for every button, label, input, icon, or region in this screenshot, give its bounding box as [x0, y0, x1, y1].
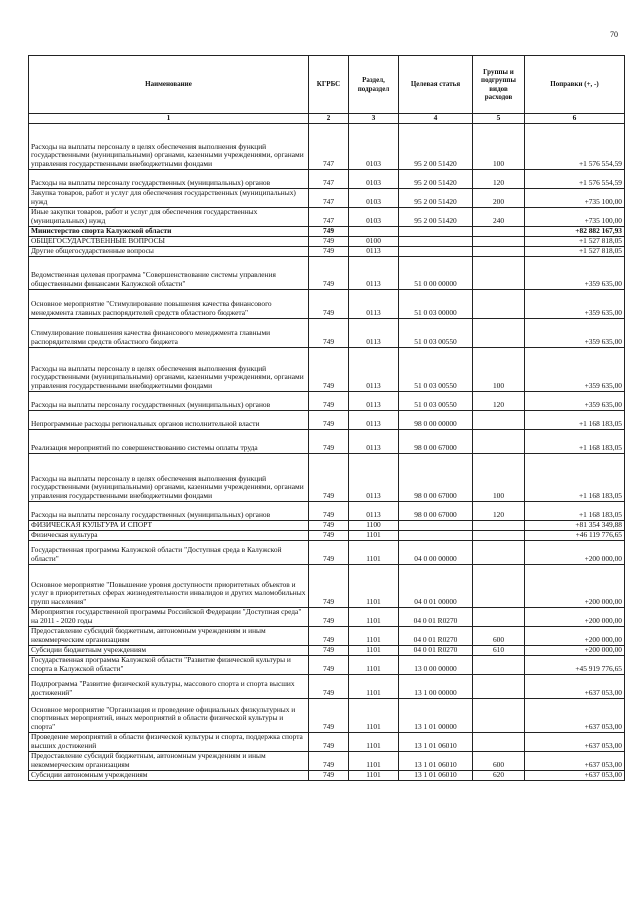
row-amount: +637 053,00: [525, 751, 625, 770]
row-section: 1101: [349, 626, 399, 645]
table-row: [29, 732, 625, 751]
row-expense-group: [473, 289, 525, 318]
row-section: 0113: [349, 501, 399, 520]
row-name: Расходы на выплаты персоналу в целях обеспечения выполнения функций государственными (муниципальными) органами, казенными учреждениями, органами управления государственными внебюджетными фондами: [29, 123, 309, 169]
row-kgrbs: 749: [309, 645, 349, 655]
row-expense-group: 600: [473, 626, 525, 645]
row-expense-group: 100: [473, 347, 525, 391]
row-kgrbs: 749: [309, 429, 349, 453]
header-target-article: Целевая статья: [399, 56, 473, 114]
row-section: 1101: [349, 607, 399, 626]
row-kgrbs: 747: [309, 207, 349, 226]
row-name: Иные закупки товаров, работ и услуг для обеспечения государственных (муниципальных) нужд: [29, 207, 309, 226]
row-target-article: [399, 530, 473, 540]
row-name: Основное мероприятие "Повышение уровня доступности приоритетных объектов и услуг в приоритетных сферах жизнедеятельности инвалидов и других маломобильных групп населения": [29, 564, 309, 607]
row-amount: +637 053,00: [525, 732, 625, 751]
row-target-article: 95 2 00 51420: [399, 188, 473, 207]
row-name: Подпрограмма "Развитие физической культуры, массового спорта и спорта высших достижений": [29, 674, 309, 698]
row-kgrbs: 747: [309, 123, 349, 169]
row-section: 0113: [349, 410, 399, 429]
row-amount: +637 053,00: [525, 674, 625, 698]
row-section: 1101: [349, 540, 399, 564]
row-section: 0113: [349, 318, 399, 347]
row-name: Государственная программа Калужской области "Развитие физической культуры и спорта в Калужской области": [29, 655, 309, 674]
row-kgrbs: 749: [309, 256, 349, 289]
row-kgrbs: 749: [309, 626, 349, 645]
table-row: [29, 626, 625, 645]
table-row: [29, 770, 625, 780]
table-row: [29, 289, 625, 318]
table-row: [29, 169, 625, 188]
row-target-article: 51 0 03 00000: [399, 289, 473, 318]
row-kgrbs: 749: [309, 674, 349, 698]
row-target-article: [399, 226, 473, 236]
row-kgrbs: 749: [309, 318, 349, 347]
header-section: Раздел, подраздел: [349, 56, 399, 114]
row-name: Предоставление субсидий бюджетным, автономным учреждениям и иным некоммерческим организациям: [29, 626, 309, 645]
row-amount: +1 168 183,05: [525, 453, 625, 501]
row-kgrbs: 749: [309, 530, 349, 540]
table-header-row: [29, 56, 625, 114]
row-target-article: 04 0 01 R0270: [399, 626, 473, 645]
row-target-article: 04 0 01 R0270: [399, 645, 473, 655]
table-row: [29, 655, 625, 674]
row-amount: +1 527 818,05: [525, 236, 625, 246]
budget-amendments-table: [28, 55, 625, 781]
row-expense-group: 600: [473, 751, 525, 770]
table-row: [29, 188, 625, 207]
row-expense-group: [473, 540, 525, 564]
row-target-article: [399, 520, 473, 530]
row-expense-group: 200: [473, 188, 525, 207]
table-row: [29, 698, 625, 732]
row-kgrbs: 749: [309, 655, 349, 674]
row-section: 1101: [349, 770, 399, 780]
row-section: 0103: [349, 207, 399, 226]
row-section: [349, 226, 399, 236]
row-expense-group: 120: [473, 501, 525, 520]
table-row: [29, 751, 625, 770]
row-kgrbs: 749: [309, 540, 349, 564]
row-section: 0113: [349, 256, 399, 289]
row-amount: +637 053,00: [525, 770, 625, 780]
column-number: 3: [349, 114, 399, 124]
table-row: [29, 520, 625, 530]
table-row: [29, 410, 625, 429]
row-name: Предоставление субсидий бюджетным, автономным учреждениям и иным некоммерческим организациям: [29, 751, 309, 770]
row-section: 0103: [349, 169, 399, 188]
row-target-article: 98 0 00 67000: [399, 453, 473, 501]
row-kgrbs: 747: [309, 169, 349, 188]
row-expense-group: [473, 226, 525, 236]
row-name: Проведение мероприятий в области физической культуры и спорта, поддержка спорта высших достижений: [29, 732, 309, 751]
row-amount: +359 635,00: [525, 391, 625, 410]
row-kgrbs: 749: [309, 564, 349, 607]
header-amendments: Поправки (+, -): [525, 56, 625, 114]
table-row: [29, 347, 625, 391]
table-row: [29, 123, 625, 169]
row-expense-group: 120: [473, 169, 525, 188]
row-name: Государственная программа Калужской области "Доступная среда в Калужской области": [29, 540, 309, 564]
row-kgrbs: 749: [309, 520, 349, 530]
row-kgrbs: 747: [309, 188, 349, 207]
row-target-article: 13 0 00 00000: [399, 655, 473, 674]
row-name: Субсидии автономным учреждениям: [29, 770, 309, 780]
row-kgrbs: 749: [309, 391, 349, 410]
row-amount: +359 635,00: [525, 318, 625, 347]
row-expense-group: [473, 318, 525, 347]
row-section: 1101: [349, 564, 399, 607]
row-expense-group: [473, 698, 525, 732]
row-amount: +45 919 776,65: [525, 655, 625, 674]
row-section: 1101: [349, 655, 399, 674]
row-target-article: 04 0 00 00000: [399, 540, 473, 564]
row-amount: +1 527 818,05: [525, 246, 625, 256]
table-row: [29, 256, 625, 289]
row-target-article: 95 2 00 51420: [399, 169, 473, 188]
row-kgrbs: 749: [309, 732, 349, 751]
row-name: Закупка товаров, работ и услуг для обеспечения государственных (муниципальных) нужд: [29, 188, 309, 207]
row-kgrbs: 749: [309, 289, 349, 318]
row-amount: +359 635,00: [525, 256, 625, 289]
row-section: 1101: [349, 530, 399, 540]
row-expense-group: [473, 564, 525, 607]
row-name: ФИЗИЧЕСКАЯ КУЛЬТУРА И СПОРТ: [29, 520, 309, 530]
row-section: 0113: [349, 289, 399, 318]
row-target-article: 51 0 03 00550: [399, 347, 473, 391]
row-expense-group: 100: [473, 123, 525, 169]
row-name: Расходы на выплаты персоналу в целях обеспечения выполнения функций государственными (муниципальными) органами, казенными учреждениями, органами управления государственными внебюджетными фондами: [29, 453, 309, 501]
row-expense-group: [473, 607, 525, 626]
row-name: Реализация мероприятий по совершенствованию системы оплаты труда: [29, 429, 309, 453]
row-section: 0100: [349, 236, 399, 246]
row-expense-group: 100: [473, 453, 525, 501]
row-target-article: [399, 236, 473, 246]
row-expense-group: 120: [473, 391, 525, 410]
row-section: 1101: [349, 674, 399, 698]
column-number: 4: [399, 114, 473, 124]
table-row: [29, 564, 625, 607]
row-kgrbs: 749: [309, 246, 349, 256]
table-row: [29, 453, 625, 501]
row-amount: +1 168 183,05: [525, 410, 625, 429]
row-name: Стимулирование повышения качества финансового менеджмента главными распорядителями средств областного бюджета: [29, 318, 309, 347]
column-number-row: [29, 114, 625, 124]
row-amount: +46 119 776,65: [525, 530, 625, 540]
row-section: 1100: [349, 520, 399, 530]
row-amount: +1 168 183,05: [525, 429, 625, 453]
row-amount: +1 168 183,05: [525, 501, 625, 520]
row-target-article: 13 1 00 00000: [399, 674, 473, 698]
row-amount: +1 576 554,59: [525, 123, 625, 169]
row-amount: +82 882 167,93: [525, 226, 625, 236]
row-name: Основное мероприятие "Стимулирование повышения качества финансового менеджмента главных распорядителей средств областного бюджета": [29, 289, 309, 318]
table-row: [29, 607, 625, 626]
table-row: [29, 645, 625, 655]
row-name: Расходы на выплаты персоналу в целях обеспечения выполнения функций государственными (муниципальными) органами, казенными учреждениями, органами управления государственными внебюджетными фондами: [29, 347, 309, 391]
row-kgrbs: 749: [309, 770, 349, 780]
row-expense-group: [473, 655, 525, 674]
row-section: 0103: [349, 188, 399, 207]
row-section: 1101: [349, 645, 399, 655]
row-section: 0103: [349, 123, 399, 169]
row-kgrbs: 749: [309, 698, 349, 732]
row-target-article: 51 0 00 00000: [399, 256, 473, 289]
row-target-article: 98 0 00 67000: [399, 429, 473, 453]
row-section: 0113: [349, 453, 399, 501]
row-amount: +1 576 554,59: [525, 169, 625, 188]
row-target-article: 04 0 01 00000: [399, 564, 473, 607]
row-expense-group: 620: [473, 770, 525, 780]
column-number: 5: [473, 114, 525, 124]
column-number: 6: [525, 114, 625, 124]
row-expense-group: [473, 246, 525, 256]
row-kgrbs: 749: [309, 607, 349, 626]
row-expense-group: [473, 256, 525, 289]
table-row: [29, 318, 625, 347]
row-name: ОБЩЕГОСУДАРСТВЕННЫЕ ВОПРОСЫ: [29, 236, 309, 246]
row-amount: +81 354 349,88: [525, 520, 625, 530]
row-target-article: 51 0 03 00550: [399, 318, 473, 347]
row-expense-group: [473, 520, 525, 530]
row-target-article: 51 0 03 00550: [399, 391, 473, 410]
row-amount: +735 100,00: [525, 207, 625, 226]
row-section: 0113: [349, 429, 399, 453]
row-section: 1101: [349, 732, 399, 751]
column-number: 2: [309, 114, 349, 124]
row-target-article: 98 0 00 67000: [399, 501, 473, 520]
row-kgrbs: 749: [309, 236, 349, 246]
row-kgrbs: 749: [309, 453, 349, 501]
row-amount: +200 000,00: [525, 540, 625, 564]
row-expense-group: [473, 732, 525, 751]
row-expense-group: 610: [473, 645, 525, 655]
row-target-article: 13 1 01 00000: [399, 698, 473, 732]
row-kgrbs: 749: [309, 410, 349, 429]
row-kgrbs: 749: [309, 347, 349, 391]
row-expense-group: [473, 674, 525, 698]
row-target-article: 95 2 00 51420: [399, 207, 473, 226]
row-target-article: 95 2 00 51420: [399, 123, 473, 169]
row-name: Расходы на выплаты персоналу государственных (муниципальных) органов: [29, 501, 309, 520]
row-target-article: 13 1 01 06010: [399, 751, 473, 770]
row-amount: +200 000,00: [525, 645, 625, 655]
row-expense-group: [473, 410, 525, 429]
table-row: [29, 501, 625, 520]
row-name: Другие общегосударственные вопросы: [29, 246, 309, 256]
row-name: Министерство спорта Калужской области: [29, 226, 309, 236]
header-kgrbs: КГРБС: [309, 56, 349, 114]
page-number: 70: [610, 30, 618, 39]
row-name: Субсидии бюджетным учреждениям: [29, 645, 309, 655]
row-amount: +735 100,00: [525, 188, 625, 207]
header-name: Наименование: [29, 56, 309, 114]
row-name: Непрограммные расходы региональных органов исполнительной власти: [29, 410, 309, 429]
row-name: Ведомственная целевая программа "Совершенствование системы управления общественными финансами Калужской области": [29, 256, 309, 289]
row-amount: +359 635,00: [525, 347, 625, 391]
row-kgrbs: 749: [309, 501, 349, 520]
row-target-article: [399, 246, 473, 256]
row-name: Физическая культура: [29, 530, 309, 540]
row-name: Расходы на выплаты персоналу государственных (муниципальных) органов: [29, 169, 309, 188]
table-row: [29, 429, 625, 453]
row-target-article: 13 1 01 06010: [399, 732, 473, 751]
row-expense-group: [473, 429, 525, 453]
header-expense-groups: Группы и подгруппы видов расходов: [473, 56, 525, 114]
row-kgrbs: 749: [309, 751, 349, 770]
row-amount: +359 635,00: [525, 289, 625, 318]
row-amount: +200 000,00: [525, 626, 625, 645]
row-kgrbs: 749: [309, 226, 349, 236]
table-row: [29, 226, 625, 236]
table-row: [29, 236, 625, 246]
table-row: [29, 540, 625, 564]
row-target-article: 13 1 01 06010: [399, 770, 473, 780]
row-name: Мероприятия государственной программы Российской Федерации "Доступная среда" на 2011 - 2020 годы: [29, 607, 309, 626]
row-name: Расходы на выплаты персоналу государственных (муниципальных) органов: [29, 391, 309, 410]
row-expense-group: 240: [473, 207, 525, 226]
table-row: [29, 391, 625, 410]
row-expense-group: [473, 236, 525, 246]
row-section: 1101: [349, 698, 399, 732]
row-amount: +200 000,00: [525, 607, 625, 626]
row-name: Основное мероприятие "Организация и проведение официальных физкультурных и спортивных мероприятий, иных мероприятий в области физической культуры и спорта": [29, 698, 309, 732]
row-target-article: 04 0 01 R0270: [399, 607, 473, 626]
row-section: 0113: [349, 347, 399, 391]
table-row: [29, 674, 625, 698]
table-row: [29, 530, 625, 540]
table-row: [29, 207, 625, 226]
row-section: 1101: [349, 751, 399, 770]
row-amount: +637 053,00: [525, 698, 625, 732]
row-amount: +200 000,00: [525, 564, 625, 607]
table-row: [29, 246, 625, 256]
column-number: 1: [29, 114, 309, 124]
row-section: 0113: [349, 391, 399, 410]
row-expense-group: [473, 530, 525, 540]
row-section: 0113: [349, 246, 399, 256]
row-target-article: 98 0 00 00000: [399, 410, 473, 429]
